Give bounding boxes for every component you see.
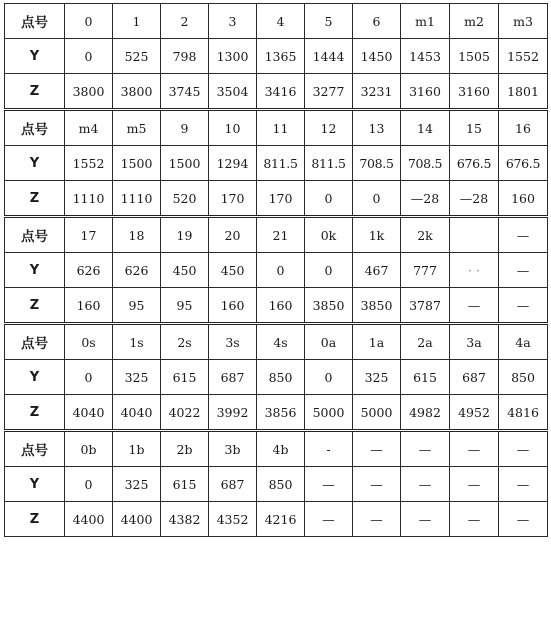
value-cell: —: [499, 253, 548, 288]
coordinate-sheet: [4, 3, 547, 634]
value-cell: 5000: [353, 395, 401, 431]
section-1-z-row: [5, 74, 548, 110]
point-id-cell: 6: [353, 4, 401, 39]
value-cell: 525: [113, 39, 161, 74]
value-cell: 1300: [209, 39, 257, 74]
value-cell: 3160: [450, 74, 499, 110]
value-cell: 520: [161, 181, 209, 217]
point-id-cell: —: [353, 431, 401, 467]
point-id-cell: 13: [353, 110, 401, 146]
value-cell: 0: [305, 253, 353, 288]
point-id-cell: 1k: [353, 217, 401, 253]
coordinate-table-body: [5, 4, 548, 537]
section-4-point-id-row: [5, 324, 548, 360]
value-cell: 3416: [257, 74, 305, 110]
point-id-cell: 1s: [113, 324, 161, 360]
point-id-cell: 15: [450, 110, 499, 146]
row-label: 点号: [5, 431, 65, 467]
value-cell: 615: [161, 467, 209, 502]
point-id-cell: —: [499, 217, 548, 253]
value-cell: 3745: [161, 74, 209, 110]
row-label: 点号: [5, 110, 65, 146]
row-label: Z: [5, 288, 65, 324]
value-cell: 850: [257, 467, 305, 502]
point-id-cell: 9: [161, 110, 209, 146]
row-label: Y: [5, 39, 65, 74]
value-cell: 3800: [113, 74, 161, 110]
value-cell: 1294: [209, 146, 257, 181]
point-id-cell: 19: [161, 217, 209, 253]
value-cell: —: [353, 467, 401, 502]
value-cell: 4040: [65, 395, 113, 431]
value-cell: 615: [161, 360, 209, 395]
section-3-z-row: [5, 288, 548, 324]
section-4-y-row: [5, 360, 548, 395]
point-id-cell: 2s: [161, 324, 209, 360]
value-cell: 4382: [161, 502, 209, 537]
value-cell: —: [353, 502, 401, 537]
value-cell: 160: [257, 288, 305, 324]
point-id-cell: 20: [209, 217, 257, 253]
section-4-z-row: [5, 395, 548, 431]
row-label: 点号: [5, 217, 65, 253]
point-id-cell: 0b: [65, 431, 113, 467]
value-cell: 467: [353, 253, 401, 288]
section-5-point-id-row: [5, 431, 548, 467]
value-cell: 1552: [65, 146, 113, 181]
value-cell: 1450: [353, 39, 401, 74]
value-cell: 4216: [257, 502, 305, 537]
value-cell: 0: [305, 360, 353, 395]
value-cell: · ·: [450, 253, 499, 288]
value-cell: 850: [257, 360, 305, 395]
value-cell: 1500: [161, 146, 209, 181]
section-2-point-id-row: [5, 110, 548, 146]
point-id-cell: 18: [113, 217, 161, 253]
row-label: Y: [5, 360, 65, 395]
row-label: Y: [5, 467, 65, 502]
value-cell: —: [499, 502, 548, 537]
value-cell: 0: [257, 253, 305, 288]
point-id-cell: 3a: [450, 324, 499, 360]
point-id-cell: 3b: [209, 431, 257, 467]
value-cell: 325: [113, 467, 161, 502]
point-id-cell: 1: [113, 4, 161, 39]
value-cell: 676.5: [499, 146, 548, 181]
value-cell: 626: [113, 253, 161, 288]
point-id-cell: 14: [401, 110, 450, 146]
value-cell: 708.5: [353, 146, 401, 181]
value-cell: —: [499, 467, 548, 502]
section-3-y-row: [5, 253, 548, 288]
value-cell: 0: [65, 467, 113, 502]
point-id-cell: 10: [209, 110, 257, 146]
value-cell: 160: [499, 181, 548, 217]
row-label: 点号: [5, 324, 65, 360]
value-cell: 3160: [401, 74, 450, 110]
point-id-cell: [450, 217, 499, 253]
point-id-cell: 4: [257, 4, 305, 39]
row-label: Z: [5, 181, 65, 217]
value-cell: 325: [113, 360, 161, 395]
coordinate-table: [4, 3, 548, 537]
value-cell: 160: [65, 288, 113, 324]
section-3-point-id-row: [5, 217, 548, 253]
value-cell: 4022: [161, 395, 209, 431]
value-cell: 1801: [499, 74, 548, 110]
row-label: Y: [5, 253, 65, 288]
point-id-cell: —: [450, 431, 499, 467]
value-cell: 3504: [209, 74, 257, 110]
value-cell: —: [450, 288, 499, 324]
value-cell: —28: [401, 181, 450, 217]
row-label: Z: [5, 74, 65, 110]
value-cell: 687: [209, 360, 257, 395]
point-id-cell: m2: [450, 4, 499, 39]
point-id-cell: 2: [161, 4, 209, 39]
value-cell: 0: [353, 181, 401, 217]
value-cell: 4982: [401, 395, 450, 431]
section-5-y-row: [5, 467, 548, 502]
row-label: Z: [5, 502, 65, 537]
value-cell: 626: [65, 253, 113, 288]
value-cell: 687: [209, 467, 257, 502]
value-cell: —: [305, 502, 353, 537]
value-cell: 450: [209, 253, 257, 288]
value-cell: 676.5: [450, 146, 499, 181]
section-2-y-row: [5, 146, 548, 181]
value-cell: 1505: [450, 39, 499, 74]
value-cell: 3787: [401, 288, 450, 324]
value-cell: 3992: [209, 395, 257, 431]
value-cell: 0: [305, 181, 353, 217]
value-cell: 1552: [499, 39, 548, 74]
value-cell: 1110: [65, 181, 113, 217]
value-cell: —: [450, 502, 499, 537]
value-cell: 325: [353, 360, 401, 395]
point-id-cell: 12: [305, 110, 353, 146]
value-cell: 1500: [113, 146, 161, 181]
value-cell: 708.5: [401, 146, 450, 181]
point-id-cell: m3: [499, 4, 548, 39]
value-cell: 160: [209, 288, 257, 324]
point-id-cell: 0a: [305, 324, 353, 360]
value-cell: 3850: [305, 288, 353, 324]
value-cell: 687: [450, 360, 499, 395]
value-cell: —: [450, 467, 499, 502]
point-id-cell: 1a: [353, 324, 401, 360]
point-id-cell: 5: [305, 4, 353, 39]
point-id-cell: 2a: [401, 324, 450, 360]
value-cell: 3800: [65, 74, 113, 110]
point-id-cell: 2k: [401, 217, 450, 253]
point-id-cell: —: [499, 431, 548, 467]
value-cell: 777: [401, 253, 450, 288]
value-cell: 3231: [353, 74, 401, 110]
section-2-z-row: [5, 181, 548, 217]
value-cell: 615: [401, 360, 450, 395]
value-cell: 811.5: [305, 146, 353, 181]
value-cell: 1444: [305, 39, 353, 74]
value-cell: 95: [113, 288, 161, 324]
point-id-cell: 4a: [499, 324, 548, 360]
value-cell: 170: [257, 181, 305, 217]
value-cell: 170: [209, 181, 257, 217]
section-5-z-row: [5, 502, 548, 537]
point-id-cell: 11: [257, 110, 305, 146]
value-cell: —: [401, 502, 450, 537]
value-cell: 1453: [401, 39, 450, 74]
point-id-cell: 2b: [161, 431, 209, 467]
point-id-cell: 21: [257, 217, 305, 253]
point-id-cell: 0s: [65, 324, 113, 360]
value-cell: 1365: [257, 39, 305, 74]
value-cell: 4952: [450, 395, 499, 431]
value-cell: 1110: [113, 181, 161, 217]
value-cell: —: [499, 288, 548, 324]
value-cell: 4040: [113, 395, 161, 431]
row-label: Z: [5, 395, 65, 431]
section-1-y-row: [5, 39, 548, 74]
point-id-cell: -: [305, 431, 353, 467]
point-id-cell: m5: [113, 110, 161, 146]
point-id-cell: —: [401, 431, 450, 467]
value-cell: 0: [65, 39, 113, 74]
point-id-cell: 1b: [113, 431, 161, 467]
value-cell: 4400: [65, 502, 113, 537]
value-cell: —28: [450, 181, 499, 217]
value-cell: 4816: [499, 395, 548, 431]
value-cell: 798: [161, 39, 209, 74]
point-id-cell: 4s: [257, 324, 305, 360]
point-id-cell: m1: [401, 4, 450, 39]
value-cell: 0: [65, 360, 113, 395]
section-1-point-id-row: [5, 4, 548, 39]
row-label: 点号: [5, 4, 65, 39]
point-id-cell: 16: [499, 110, 548, 146]
value-cell: 4400: [113, 502, 161, 537]
point-id-cell: 3: [209, 4, 257, 39]
value-cell: —: [305, 467, 353, 502]
point-id-cell: 4b: [257, 431, 305, 467]
value-cell: 95: [161, 288, 209, 324]
point-id-cell: 3s: [209, 324, 257, 360]
value-cell: 850: [499, 360, 548, 395]
row-label: Y: [5, 146, 65, 181]
value-cell: 3277: [305, 74, 353, 110]
value-cell: —: [401, 467, 450, 502]
point-id-cell: m4: [65, 110, 113, 146]
point-id-cell: 17: [65, 217, 113, 253]
value-cell: 4352: [209, 502, 257, 537]
value-cell: 3850: [353, 288, 401, 324]
point-id-cell: 0: [65, 4, 113, 39]
point-id-cell: 0k: [305, 217, 353, 253]
value-cell: 5000: [305, 395, 353, 431]
value-cell: 3856: [257, 395, 305, 431]
value-cell: 450: [161, 253, 209, 288]
value-cell: 811.5: [257, 146, 305, 181]
